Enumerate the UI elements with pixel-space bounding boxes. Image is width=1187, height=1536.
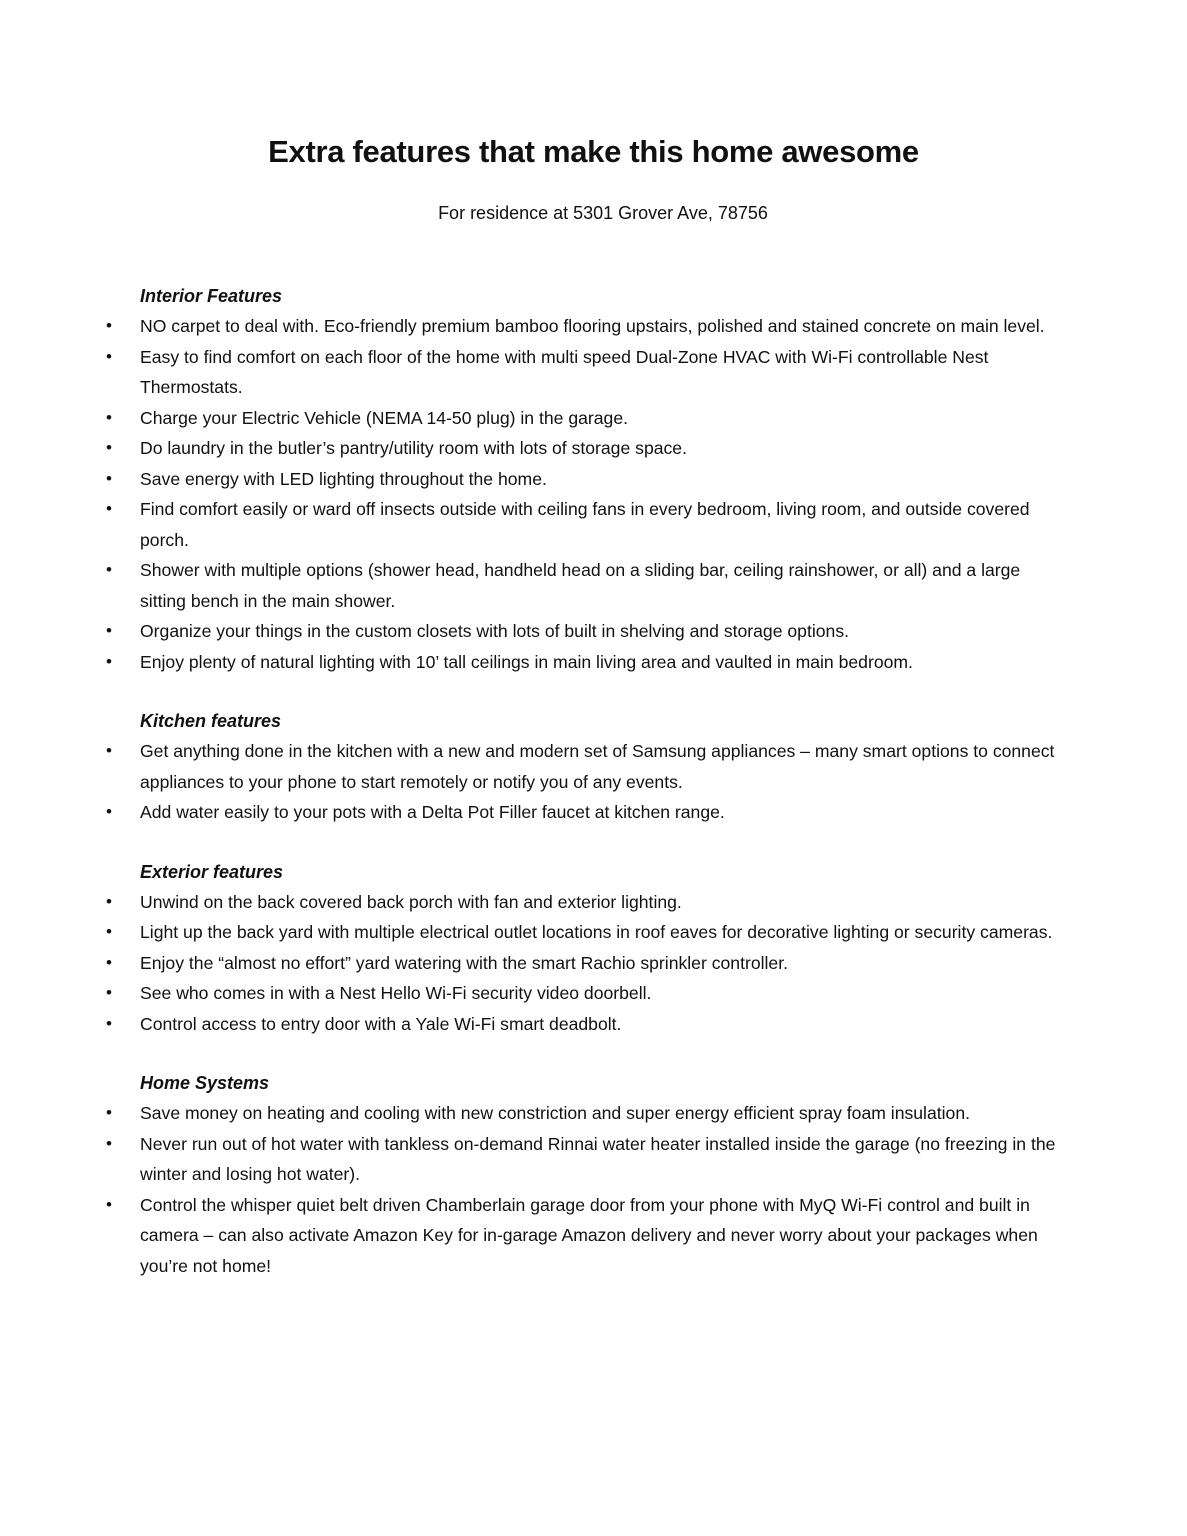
section-interior-features	[0, 281, 1187, 677]
list-item-text: Save money on heating and cooling with new constriction and super energy efficient spray foam insulation.	[140, 1103, 971, 1123]
list-item	[0, 647, 1070, 678]
list-item	[0, 978, 1070, 1009]
list-item	[0, 342, 1070, 403]
bullet-icon: •	[106, 952, 112, 972]
list-item	[0, 917, 1070, 948]
list-item-text: Shower with multiple options (shower head, handheld head on a sliding bar, ceiling rainshower, or all) and a large sitting bench in the main shower.	[140, 560, 1021, 611]
list-item-text: Never run out of hot water with tankless on-demand Rinnai water heater installed inside the garage (no freezing in the winter and losing hot water).	[140, 1133, 1056, 1184]
bullet-icon: •	[106, 468, 112, 488]
list-item	[0, 1129, 1070, 1190]
list-item-text: Do laundry in the butler’s pantry/utility room with lots of storage space.	[140, 438, 687, 458]
page-subtitle: For residence at 5301 Grover Ave, 78756	[438, 203, 768, 223]
section-heading: Kitchen features	[140, 711, 282, 731]
list-item	[0, 1098, 1070, 1129]
list-item-text: Light up the back yard with multiple electrical outlet locations in roof eaves for decorative lighting or security cameras.	[140, 922, 1053, 942]
list-item-text: Find comfort easily or ward off insects outside with ceiling fans in every bedroom, living room, and outside covered porch.	[140, 499, 1030, 550]
section-kitchen-features	[0, 706, 1187, 828]
section-home-systems	[0, 1068, 1187, 1281]
list-item	[0, 1009, 1070, 1040]
document-body	[0, 281, 1187, 1281]
list-item-text: Enjoy the “almost no effort” yard watering with the smart Rachio sprinkler controller.	[140, 952, 788, 973]
bullet-icon: •	[106, 1103, 112, 1122]
page-title: Extra features that make this home awesome	[268, 134, 919, 169]
list-item-text: Control the whisper quiet belt driven Chamberlain garage door from your phone with MyQ Wi-Fi control and built in camera – can also activate Amazon Key for in-garage Amazon delivery and never worry about your packages when you’re not home!	[140, 1194, 1038, 1276]
bullet-icon: •	[106, 983, 112, 1002]
list-item	[0, 797, 1070, 828]
bullet-icon: •	[106, 407, 112, 427]
list-item-text: Unwind on the back covered back porch with fan and exterior lighting.	[140, 891, 682, 912]
bullet-icon: •	[106, 802, 112, 821]
section-heading: Exterior features	[140, 861, 284, 882]
list-item-text: Easy to find comfort on each floor of the home with multi speed Dual-Zone HVAC with Wi-Fi controllable Nest Thermostats.	[140, 346, 989, 397]
bullet-icon: •	[106, 741, 112, 760]
bullet-icon: •	[106, 560, 112, 579]
feature-list	[0, 736, 1187, 828]
list-item-text: Charge your Electric Vehicle (NEMA 14-50 plug) in the garage.	[140, 407, 628, 428]
bullet-icon: •	[106, 1133, 112, 1153]
bullet-icon: •	[106, 316, 112, 335]
list-item	[0, 887, 1070, 918]
bullet-icon: •	[106, 922, 112, 941]
bullet-icon: •	[106, 438, 112, 457]
list-item-text: Organize your things in the custom closets with lots of built in shelving and storage options.	[140, 621, 850, 641]
list-item	[0, 1190, 1070, 1282]
list-item	[0, 494, 1070, 555]
list-item	[0, 555, 1070, 616]
list-item	[0, 948, 1070, 979]
section-heading: Home Systems	[140, 1073, 270, 1093]
list-item	[0, 403, 1070, 434]
list-item-text: Get anything done in the kitchen with a new and modern set of Samsung appliances – many smart options to connect appliances to your phone to start remotely or notify you of any events.	[140, 741, 1055, 792]
list-item-text: Enjoy plenty of natural lighting with 10’ tall ceilings in main living area and vaulted in main bedroom.	[140, 651, 913, 672]
list-item-text: Add water easily to your pots with a Delta Pot Filler faucet at kitchen range.	[140, 802, 725, 822]
list-item-text: NO carpet to deal with. Eco-friendly premium bamboo flooring upstairs, polished and stained concrete on main level.	[140, 316, 1045, 336]
list-item	[0, 433, 1070, 464]
list-item-text: Control access to entry door with a Yale Wi-Fi smart deadbolt.	[140, 1013, 622, 1034]
list-item	[0, 464, 1070, 495]
feature-list	[0, 311, 1187, 677]
list-item-text: See who comes in with a Nest Hello Wi-Fi security video doorbell.	[140, 983, 652, 1003]
bullet-icon: •	[106, 651, 112, 671]
bullet-icon: •	[106, 1194, 112, 1214]
bullet-icon: •	[106, 1013, 112, 1033]
feature-list	[0, 887, 1187, 1040]
bullet-icon: •	[106, 346, 112, 366]
section-exterior-features	[0, 857, 1187, 1040]
list-item	[0, 616, 1070, 647]
section-heading: Interior Features	[140, 286, 283, 306]
bullet-icon: •	[106, 891, 112, 911]
feature-list	[0, 1098, 1187, 1281]
bullet-icon: •	[106, 499, 112, 518]
list-item	[0, 311, 1070, 342]
list-item	[0, 736, 1070, 797]
list-item-text: Save energy with LED lighting throughout the home.	[140, 468, 547, 489]
bullet-icon: •	[106, 621, 112, 640]
